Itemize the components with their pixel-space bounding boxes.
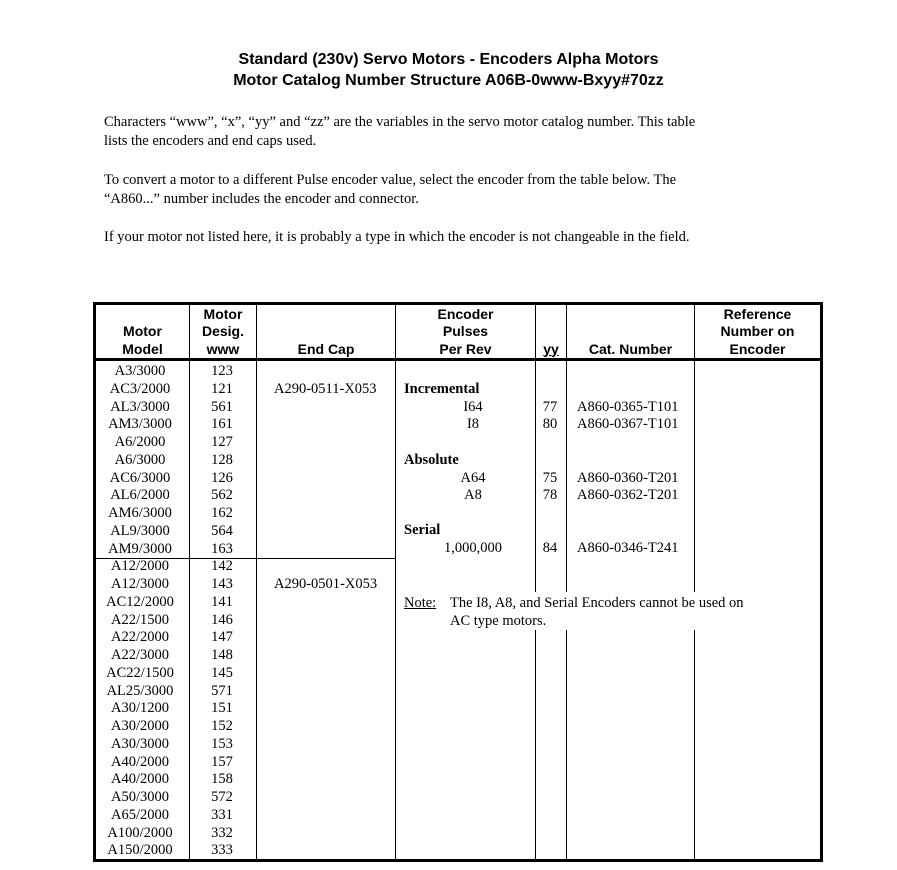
col-divider-desig — [256, 305, 257, 859]
col-divider-endcap — [395, 305, 396, 859]
encoder-cat-number: A860-0367-T101 — [577, 416, 679, 432]
encoder-pulses: A64 — [460, 470, 486, 486]
motor-model-cell: AM3/3000 — [108, 416, 172, 433]
motor-model-cell: A150/2000 — [107, 842, 173, 859]
motor-model-cell: AC6/3000 — [109, 469, 171, 486]
motor-model-cell: AM6/3000 — [108, 505, 172, 521]
note-label: Note: — [404, 595, 437, 611]
motor-desig-cell: 143 — [211, 576, 233, 592]
encoder-pulses: A8 — [464, 487, 482, 503]
motor-desig-cell: 162 — [211, 505, 233, 521]
serial-label: Serial — [404, 522, 441, 538]
endcap-group-2: A290-0501-X053 — [274, 576, 378, 592]
header-motor-desig: Motor Desig. www — [201, 305, 244, 357]
header-motor-model: Motor Model — [122, 323, 163, 357]
motor-model-cell: AC22/1500 — [106, 664, 174, 681]
motor-desig-cell: 163 — [211, 540, 233, 557]
header-rule — [93, 358, 823, 361]
intro-paragraph — [104, 113, 784, 151]
motor-model-cell: AL25/3000 — [106, 682, 174, 699]
motor-desig-cell: 121 — [211, 380, 233, 397]
motor-desig-cell: 151 — [211, 700, 233, 717]
absolute-label: Absolute — [404, 452, 459, 468]
motor-desig-cell: 332 — [211, 824, 233, 841]
page-subtitle: Motor Catalog Number Structure A06B-0www-Bxyy#70zz — [233, 72, 664, 89]
col-divider-yy-bottom — [566, 624, 567, 859]
header-encoder-pulses: Encoder Pulses Per Rev — [437, 305, 494, 357]
motor-desig-cell: 126 — [211, 469, 233, 486]
motor-model-cell: A100/2000 — [107, 824, 173, 841]
motor-desig-cell: 145 — [211, 664, 233, 681]
motor-model-cell: A22/2000 — [111, 629, 169, 646]
motor-model-cell: AL6/2000 — [110, 487, 170, 504]
motor-desig-cell: 147 — [211, 629, 233, 646]
encoder-yy: 75 — [542, 470, 558, 486]
motor-desig-cell: 572 — [211, 789, 233, 805]
motor-desig-cell: 142 — [211, 558, 233, 575]
motor-desig-cell: 333 — [211, 842, 233, 859]
motor-desig-cell: 153 — [211, 735, 233, 752]
note-line-1: The I8, A8, and Serial Encoders cannot be used on — [450, 595, 744, 611]
motor-desig-cell: 123 — [211, 363, 233, 379]
convert-line-2: “A860...” number includes the encoder and connector. — [104, 191, 419, 207]
header-reference: Reference Number on Encoder — [720, 305, 795, 357]
convert-paragraph — [104, 171, 784, 209]
motor-desig-cell: 128 — [211, 451, 233, 468]
motor-desig-cell: 158 — [211, 771, 233, 788]
encoder-note — [404, 595, 764, 630]
motor-desig-cell: 152 — [211, 718, 233, 734]
motor-model-cell: A40/2000 — [111, 771, 169, 788]
motor-desig-cell: 564 — [211, 522, 233, 539]
intro-line-2: lists the encoders and end caps used. — [104, 133, 317, 149]
motor-model-cell: A6/2000 — [114, 434, 166, 450]
motor-model-cell: A30/1200 — [111, 700, 169, 717]
encoder-yy: 78 — [542, 487, 558, 503]
encoder-yy: 77 — [542, 399, 558, 415]
incremental-label: Incremental — [404, 381, 480, 397]
motor-model-cell: A22/1500 — [111, 611, 169, 628]
not-listed-paragraph: If your motor not listed here, it is probably a type in which the encoder is not changeable in the field. — [104, 229, 690, 245]
motor-model-cell: A40/2000 — [111, 753, 169, 770]
encoder-yy: 80 — [542, 416, 558, 432]
motor-desig-cell: 146 — [211, 611, 233, 628]
col-divider-pulses-bottom — [535, 624, 536, 859]
motor-desig-cell: 141 — [211, 593, 233, 610]
note-line-2: AC type motors. — [450, 612, 547, 629]
motor-desig-cell: 148 — [211, 647, 233, 663]
motor-desig-cell: 161 — [211, 416, 233, 433]
encoder-pulses: 1,000,000 — [444, 540, 502, 556]
motor-model-cell: AC3/2000 — [109, 380, 171, 397]
encoder-cat-number: A860-0360-T201 — [577, 470, 679, 486]
convert-line-1: To convert a motor to a different Pulse encoder value, select the encoder from the table below. The — [104, 172, 677, 188]
intro-line-1: Characters “www”, “x”, “yy” and “zz” are the variables in the servo motor catalog number. This table — [104, 114, 696, 130]
encoder-cat-number: A860-0346-T241 — [577, 540, 679, 556]
motor-desig-cell: 571 — [211, 682, 233, 699]
motor-model-cell: A65/2000 — [111, 806, 169, 823]
motor-desig-cell: 562 — [211, 487, 233, 504]
motor-desig-cell: 331 — [211, 806, 233, 823]
motor-model-cell: A12/2000 — [111, 558, 169, 575]
motor-model-cell: AL3/3000 — [110, 398, 170, 415]
header-cat-number: Cat. Number — [588, 340, 673, 357]
encoder-cat-number: A860-0362-T201 — [577, 487, 679, 503]
motor-model-cell: AM9/3000 — [108, 540, 172, 557]
encoder-table — [93, 302, 823, 862]
motor-model-cell: AL9/3000 — [110, 522, 170, 539]
motor-desig-cell: 127 — [211, 434, 233, 450]
header-yy: yy — [543, 340, 559, 357]
motor-desig-cell: 157 — [211, 753, 233, 770]
encoder-pulses: I64 — [463, 399, 483, 415]
page-title: Standard (230v) Servo Motors - Encoders Alpha Motors — [238, 51, 659, 68]
motor-model-cell: A22/3000 — [111, 647, 169, 663]
endcap-group-1: A290-0511-X053 — [274, 381, 377, 397]
encoder-cat-number: A860-0365-T101 — [577, 399, 679, 415]
col-divider-cat-bottom — [694, 624, 695, 859]
encoder-pulses: I8 — [466, 416, 480, 432]
motor-desig-cell: 561 — [211, 398, 233, 415]
motor-model-cell: A50/3000 — [111, 789, 169, 805]
motor-model-cell: A12/3000 — [111, 576, 169, 592]
motor-model-cell: AC12/2000 — [106, 593, 174, 610]
header-end-cap: End Cap — [297, 340, 355, 357]
motor-model-cell: A30/2000 — [111, 718, 169, 734]
motor-model-cell: A3/3000 — [114, 363, 166, 379]
encoder-yy: 84 — [542, 540, 558, 556]
motor-model-cell: A30/3000 — [111, 735, 169, 752]
motor-model-cell: A6/3000 — [114, 451, 166, 468]
